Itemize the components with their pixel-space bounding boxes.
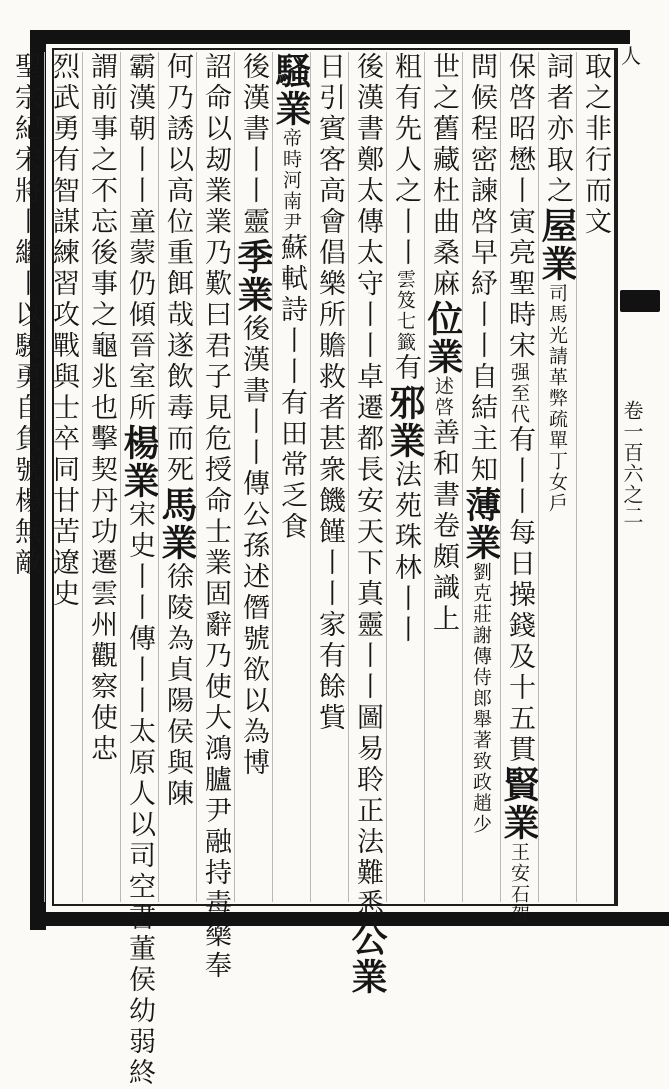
body-text: 詞者亦取之 (542, 52, 573, 207)
text-column (158, 52, 196, 902)
headword: 賢業 (498, 766, 540, 842)
body-text: 謂前事之不忘後事之龜兆也 (86, 52, 117, 424)
body-text: 易聆正法難悉 (352, 734, 383, 920)
body-text: 取之非行而文 (580, 52, 611, 238)
body-text: 寅亮聖時宋 (504, 207, 535, 362)
page-top-edge (40, 30, 630, 44)
body-text: 保啓昭懋 (504, 52, 535, 176)
headword: 馬業 (156, 486, 198, 562)
text-column (576, 52, 614, 902)
text-column (44, 52, 82, 902)
body-text: 善和書卷頗識上 (428, 418, 459, 635)
body-text: 何乃誘以高位重餌哉遂飲毒而死 (162, 52, 193, 486)
body-text: 後漢書丨丨傳公孫述僭號欲以為博 (238, 314, 269, 779)
headword: 位業 (422, 300, 464, 376)
corner-mark: 人 (621, 44, 641, 68)
body-text: 有 (390, 353, 421, 384)
body-text: 丨 (504, 176, 535, 207)
body-text: 宋史丨丨傳丨丨太原人以 (124, 500, 155, 841)
annotation-text: 强至代 (508, 362, 530, 425)
body-text: 世之舊藏杜曲桑麻 (428, 52, 459, 300)
text-column (196, 52, 234, 982)
body-text: 饑饉丨丨家有餘貲 (314, 486, 345, 734)
text-column (7, 52, 44, 902)
text-column (424, 52, 462, 902)
body-text: 聖宗紀宋將丨繼丨以驍勇自負號楊無敵 (10, 52, 41, 579)
headword: 公業 (346, 920, 388, 996)
text-column (118, 52, 160, 1089)
text-column (462, 52, 500, 902)
text-column (310, 52, 348, 902)
headword: 楊業 (118, 424, 160, 500)
body-text: 有丨丨每日操錢及十五貫 (504, 425, 535, 766)
text-column (498, 52, 540, 926)
annotation-text: 述啓 (432, 376, 454, 418)
body-text: 蘇軾詩丨丨有田常乏食 (276, 233, 307, 543)
annotation-text: 司馬光請革弊疏單丁女戶 (546, 283, 568, 514)
headword: 薄業 (460, 486, 502, 562)
body-text: 法苑珠林丨丨 (390, 460, 421, 646)
body-text: 後漢書鄭太傳太守丨丨卓遷都長安天下 (352, 52, 383, 579)
body-text: 霸漢朝丨丨童蒙仍傾晉室所 (124, 52, 155, 424)
body-text: 後漢書丨丨靈 (238, 52, 269, 238)
body-text: 士業固辭乃使大鴻臚尹融持毒藥奉 (200, 517, 231, 982)
text-columns (10, 52, 614, 1089)
body-text: 真靈丨丨圖 (352, 579, 383, 734)
headword: 邪業 (384, 384, 426, 460)
headword: 季業 (232, 238, 274, 314)
text-column (82, 52, 120, 902)
text-column (386, 52, 424, 902)
body-text: 問候程密諫啓早紓丨丨自結主知 (466, 52, 497, 486)
body-text: 日引賓客高會倡樂所贍救者甚衆 (314, 52, 345, 486)
annotation-text: 雲笈七籤 (394, 269, 416, 353)
annotation-text: 王安石賀 (508, 842, 530, 926)
body-text: 粗有先人之丨丨 (390, 52, 421, 269)
volume-page-label: 卷一百六之二 (620, 400, 644, 526)
headword: 騷業 (270, 52, 312, 128)
headword: 屋業 (536, 207, 578, 283)
annotation-text: 劉克莊謝傳侍郎舉著 (470, 562, 492, 751)
fish-tail-mark (620, 290, 660, 312)
text-column (346, 52, 388, 996)
body-text: 烈武勇有智謀練習攻戰與士卒同甘苦遼史 (48, 52, 79, 610)
body-text: 擊契丹功遷雲州觀察使忠 (86, 424, 117, 765)
annotation-text: 致政趙少 (470, 751, 492, 835)
text-column (234, 52, 272, 902)
text-column (538, 52, 576, 902)
text-column (272, 52, 310, 902)
body-text: 徐陵為貞陽侯與陳 (162, 562, 193, 810)
body-text: 詔命以刼業業乃歎曰君子見危授命 (200, 52, 231, 517)
body-text: 司空書董侯幼弱終 (124, 841, 155, 1089)
annotation-text: 帝時河南尹 (280, 128, 302, 233)
